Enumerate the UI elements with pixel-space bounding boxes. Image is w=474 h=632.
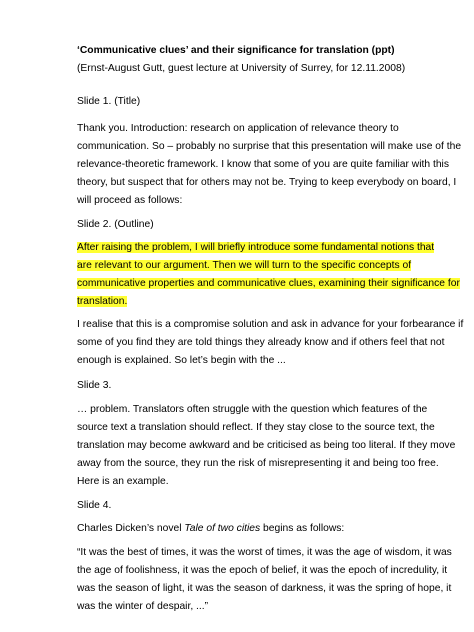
para1-line: will proceed as follows: [77,195,183,206]
highlight-text: communicative properties and communicative clues, examining their significance for [77,278,460,289]
outline-line [77,241,434,254]
slide1-heading: Slide 1. (Title) [77,96,141,107]
quote-line: was the winter of despair, ...” [77,601,209,612]
para3-line: some of you find they are told things they already know and if others feel that not [77,337,445,348]
outline-line [77,277,460,290]
para1-line: communication. So – probably no surprise that this presentation will make use of the [77,141,462,152]
slide2-heading: Slide 2. (Outline) [77,219,154,230]
para4-line: away from the source, they run the risk of misrepresenting it and being too free. [77,458,439,469]
para4-line: … problem. Translators often struggle with the question which features of the [77,404,428,415]
doc-subtitle: (Ernst-August Gutt, guest lecture at University of Surrey, for 12.11.2008) [77,63,406,74]
highlight-text: After raising the problem, I will briefly introduce some fundamental notions that [77,242,435,253]
quote-line: the age of foolishness, it was the epoch of belief, it was the epoch of incredulity, it [77,565,448,576]
para3-line: I realise that this is a compromise solution and ask in advance for your forbearance if [77,319,464,330]
slide3-heading: Slide 3. [77,380,112,391]
para4-line: source text a translation should reflect. If they stay close to the source text, the [77,422,435,433]
para5-line [77,522,344,535]
book-title: Tale of two cities [184,523,261,534]
doc-title: ‘Communicative clues’ and their significance for translation (ppt) [77,45,395,56]
highlight-text: translation. [77,296,128,307]
slide4-heading: Slide 4. [77,500,112,511]
quote-line: was the season of light, it was the season of darkness, it was the spring of hope, it [77,583,452,594]
para3-line: enough is explained. So let’s begin with the ... [77,355,286,366]
outline-line [77,259,411,272]
para1-line: theory, but suspect that for others may not be. Trying to keep everybody on board, I [77,177,457,188]
para4-line: Here is an example. [77,476,169,487]
para5-prefix: Charles Dicken’s novel [77,523,185,534]
para5-suffix: begins as follows: [260,523,345,534]
highlight-text: are relevant to our argument. Then we will turn to the specific concepts of [77,260,412,271]
outline-line [77,295,127,308]
quote-line: “It was the best of times, it was the worst of times, it was the age of wisdom, it was [77,547,452,558]
para4-line: translation may become awkward and be criticised as being too literal. If they move [77,440,456,451]
para1-line: relevance-theoretic framework. I know that some of you are quite familiar with this [77,159,449,170]
para1-line: Thank you. Introduction: research on application of relevance theory to [77,123,399,134]
